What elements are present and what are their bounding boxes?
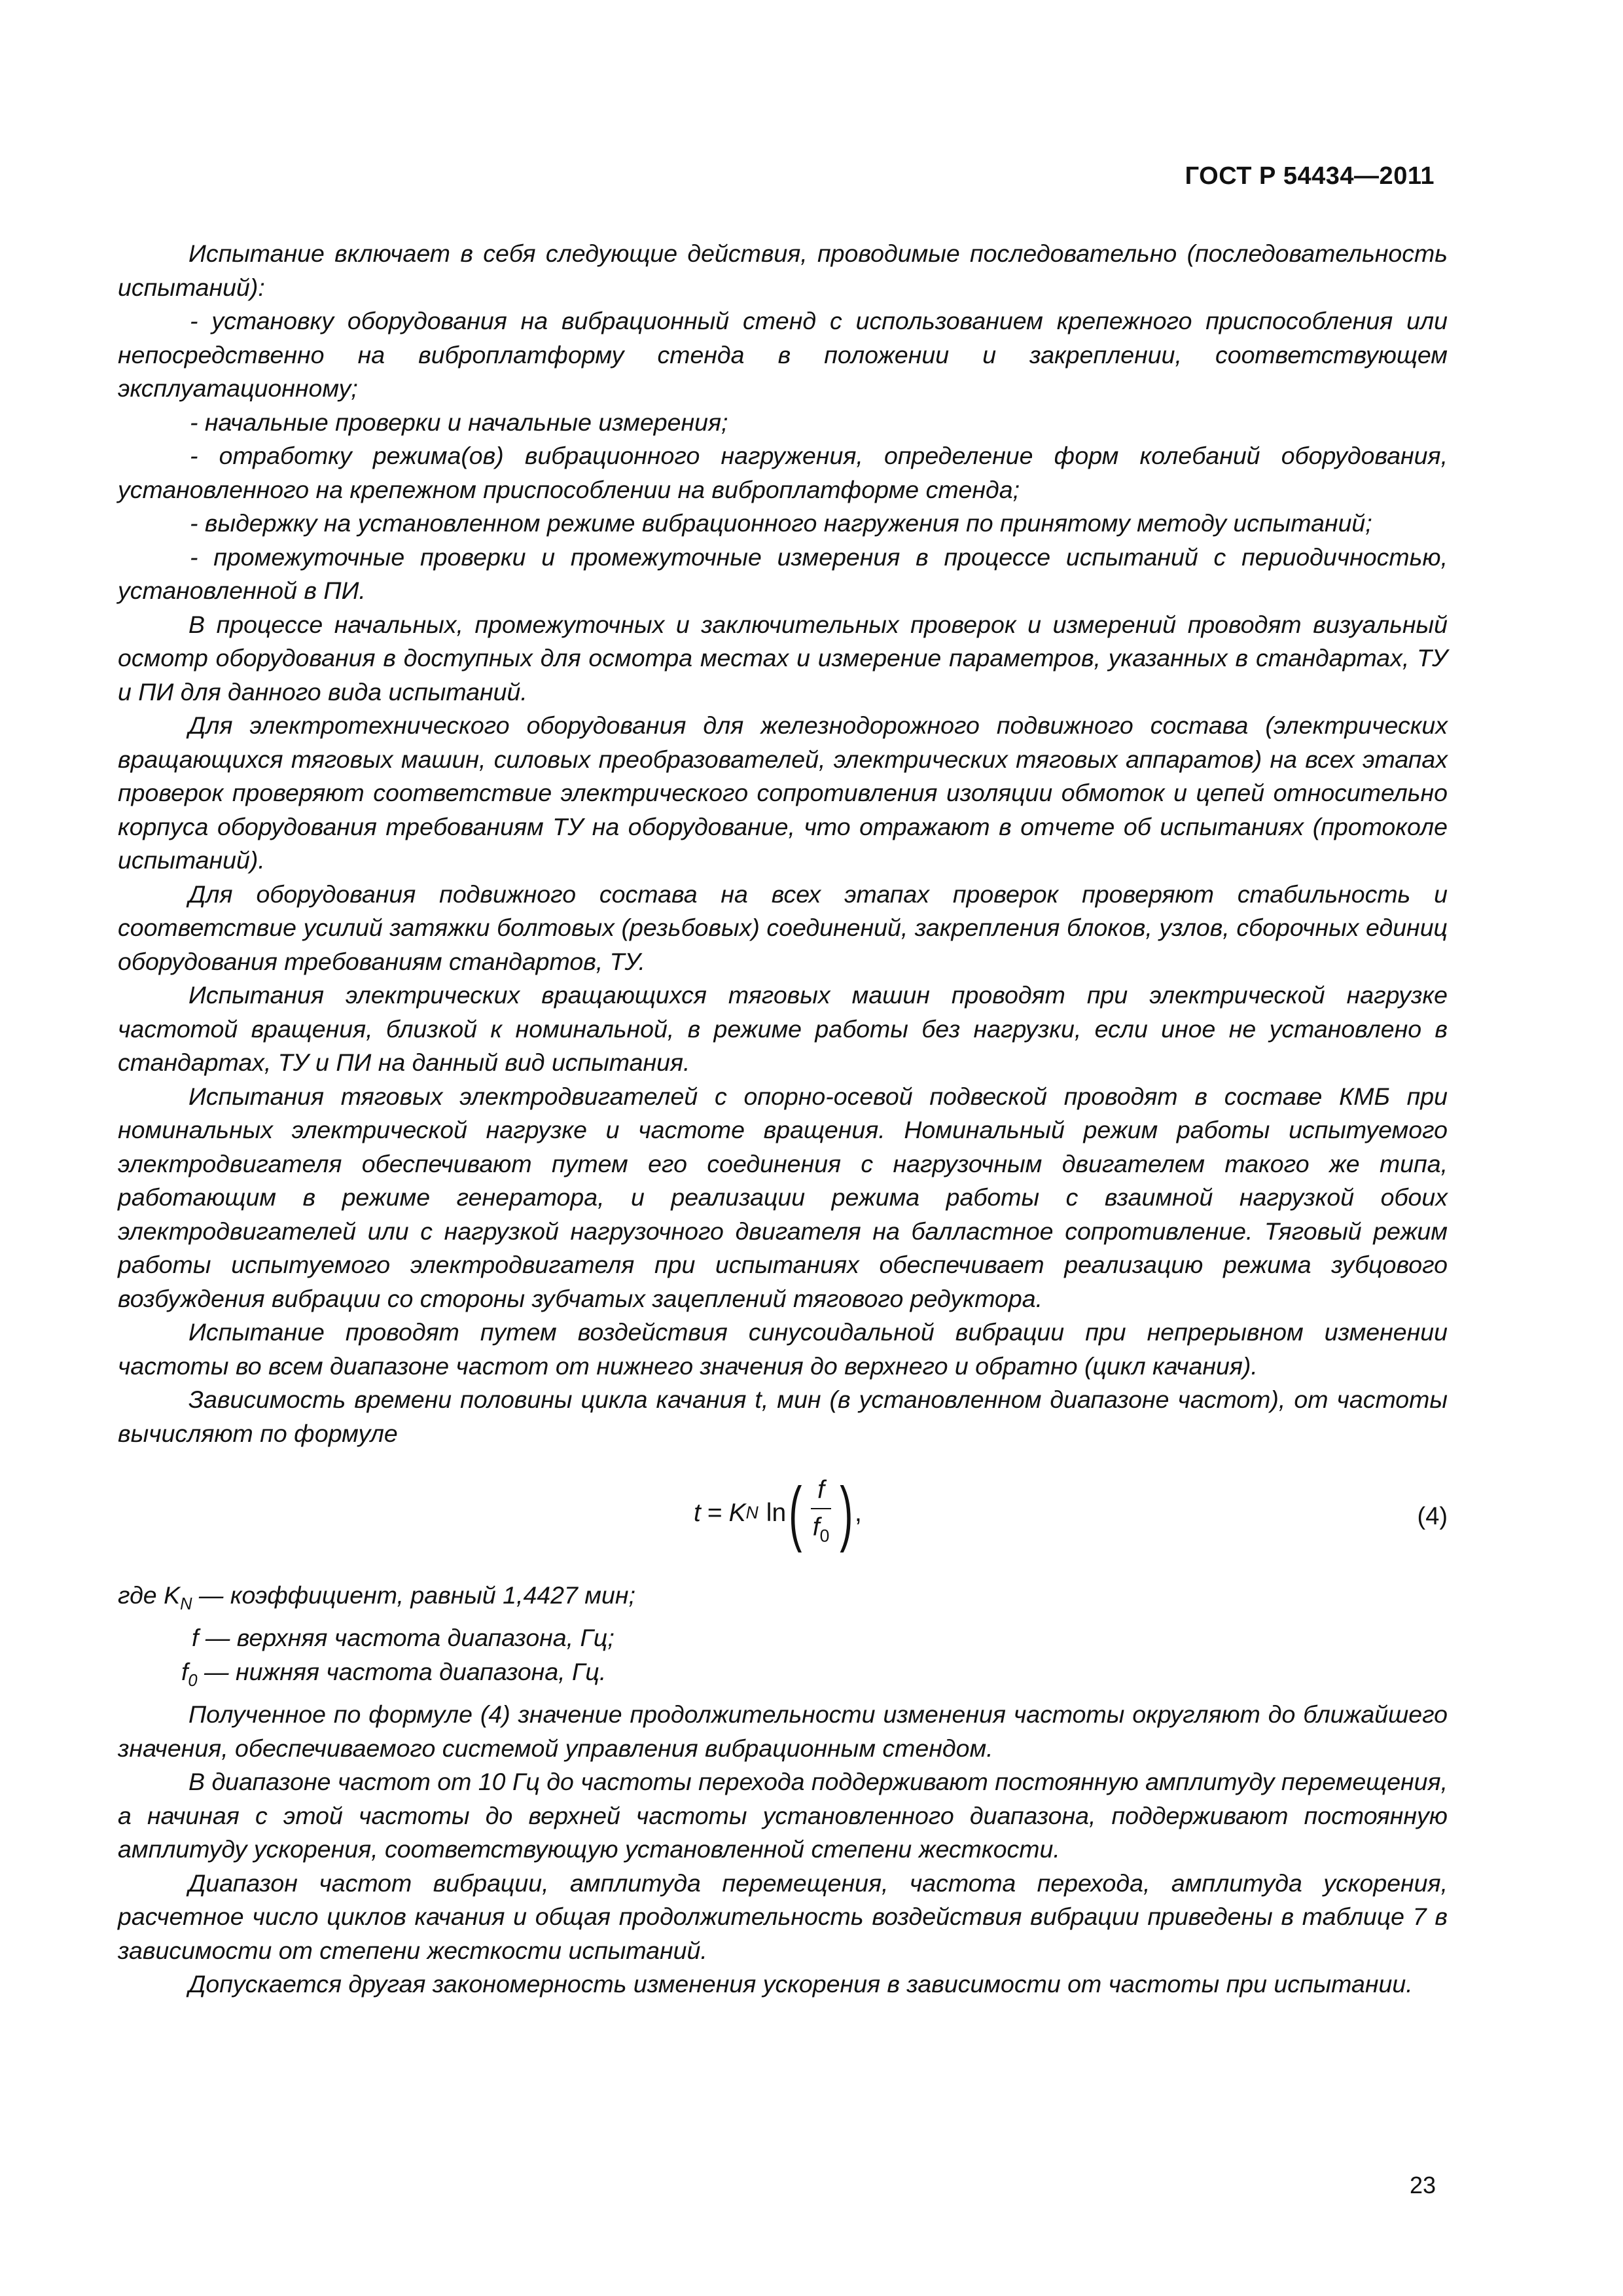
formula-lhs: t bbox=[694, 1499, 701, 1528]
fraction-numerator: f bbox=[811, 1473, 831, 1510]
formula-fraction bbox=[806, 1473, 836, 1553]
paragraph: В диапазоне частот от 10 Гц до частоты перехода поддерживают постоянную амплитуду перемещения, а начиная с этой частоты до верхней частоты установленного диапазона, поддерживают постоянную амплитуду ускорения, соответствующую установленной степени жесткости. bbox=[118, 1768, 1448, 1863]
paragraph: Для оборудования подвижного состава на всех этапах проверок проверяют стабильность и соответствие усилий затяжки болтовых (резьбовых) соединений, закрепления блоков, узлов, сборочных единиц оборудования требованиям стандартов, ТУ. bbox=[118, 880, 1448, 975]
legend-text: — коэффициент, равный 1,4427 мин; bbox=[192, 1581, 635, 1609]
list-item: - отработку режима(ов) вибрационного нагружения, определение форм колебаний оборудования, установленного на крепежном приспособлении на виброплатформе стенда; bbox=[118, 442, 1448, 503]
page-number: 23 bbox=[1409, 2172, 1436, 2198]
formula-legend bbox=[118, 1579, 1448, 1698]
left-parenthesis: ( bbox=[789, 1473, 802, 1553]
right-parenthesis: ) bbox=[840, 1473, 853, 1553]
legend-row-f bbox=[118, 1621, 1448, 1655]
legend-row-f0: $f_0$ — нижняя частота диапазона, Гц. bbox=[181, 1657, 607, 1690]
body-text bbox=[118, 237, 1448, 2001]
formula-equals: = bbox=[707, 1499, 722, 1528]
fraction-denominator: $f_0$ bbox=[812, 1513, 830, 1546]
formula-coefficient: K bbox=[728, 1499, 746, 1528]
legend-text: — нижняя частота диапазона, Гц. bbox=[197, 1657, 607, 1685]
list-item: - промежуточные проверки и промежуточные измерения в процессе испытаний с периодичностью, установленной в ПИ. bbox=[118, 543, 1448, 604]
formula-expression bbox=[694, 1474, 862, 1552]
paragraph: Допускается другая закономерность изменения ускорения в зависимости от частоты при испытании. bbox=[188, 1970, 1413, 1998]
paragraph: Зависимость времени половины цикла качания t, мин (в установленном диапазоне частот), от частоты вычисляют по формуле bbox=[118, 1386, 1448, 1447]
list-item: - начальные проверки и начальные измерения; bbox=[190, 408, 728, 436]
paragraph: Для электротехнического оборудования для железнодорожного подвижного состава (электрических вращающихся тяговых машин, силовых преобразователей, электрических тяговых аппаратов) на всех этапах проверок проверяют соответствие электрического сопротивления изоляции обмоток и цепей относительно корпуса оборудования требованиям ТУ на оборудование, что отражают в отчете об испытаниях (протоколе испытаний). bbox=[118, 711, 1448, 874]
legend-row-kn: где $K_N$ — коэффициент, равный 1,4427 мин; bbox=[118, 1581, 635, 1613]
list-item: - выдержку на установленном режиме вибрационного нагружения по принятому методу испытаний; bbox=[190, 509, 1372, 537]
paragraph: Испытания тяговых электродвигателей с опорно-осевой подвеской проводят в составе КМБ при номинальных электрической нагрузке и частоте вращения. Номинальный режим работы испытуемого электродвигателя обеспечивают путем его соединения с нагрузочным двигателем такого же типа, работающим в режиме генератора, и реализации режима работы с взаимной нагрузкой обоих электродвигателей или с нагрузкой нагрузочного двигателя на балластное сопротивление. Тяговый режим работы испытуемого электродвигателя при испытаниях обеспечивает реализацию режима зубцового возбуждения вибрации со стороны зубчатых зацеплений тягового редуктора. bbox=[118, 1082, 1448, 1312]
standard-id-header: ГОСТ Р 54434—2011 bbox=[1185, 162, 1435, 190]
legend-symbol: f bbox=[181, 1657, 188, 1685]
legend-symbol: f bbox=[192, 1624, 199, 1652]
list-item: - установку оборудования на вибрационный стенд с использованием крепежного приспособления или непосредственно на виброплатформу стенда в положении и закреплении, соответствующем эксплуатационному; bbox=[118, 307, 1448, 402]
formula-coefficient-subscript: N bbox=[745, 1503, 758, 1523]
formula-block bbox=[118, 1470, 1448, 1567]
formula-number: (4) bbox=[1417, 1503, 1448, 1530]
paragraph: Полученное по формуле (4) значение продолжительности изменения частоты округляют до ближайшего значения, обеспечиваемого системой управления вибрационным стендом. bbox=[118, 1700, 1448, 1762]
paragraph: В процессе начальных, промежуточных и заключительных проверок и измерений проводят визуальный осмотр оборудования в доступных для осмотра местах и измерение параметров, указанных в стандартах, ТУ и ПИ для данного вида испытаний. bbox=[118, 610, 1448, 706]
formula-function: ln bbox=[766, 1499, 787, 1528]
paragraph: Диапазон частот вибрации, амплитуда перемещения, частота перехода, амплитуда ускорения, расчетное число циклов качания и общая продолжительность воздействия вибрации приведены в таблице 7 в зависимости от степени жесткости испытаний. bbox=[118, 1869, 1448, 1964]
paragraph: Испытание проводят путем воздействия синусоидальной вибрации при непрерывном изменении частоты во всем диапазоне частот от нижнего значения до верхнего и обратно (цикл качания). bbox=[118, 1318, 1448, 1380]
legend-text: — верхняя частота диапазона, Гц; bbox=[198, 1624, 615, 1652]
paragraph: Испытание включает в себя следующие действия, проводимые последовательно (последовательность испытаний): bbox=[118, 240, 1448, 301]
formula-trailing-comma: , bbox=[855, 1499, 862, 1528]
legend-symbol: K bbox=[164, 1581, 181, 1609]
paragraph: Испытания электрических вращающихся тяговых машин проводят при электрической нагрузке частотой вращения, близкой к номинальной, в режиме работы без нагрузки, если иное не установлено в стандартах, ТУ и ПИ на данный вид испытания. bbox=[118, 981, 1448, 1076]
